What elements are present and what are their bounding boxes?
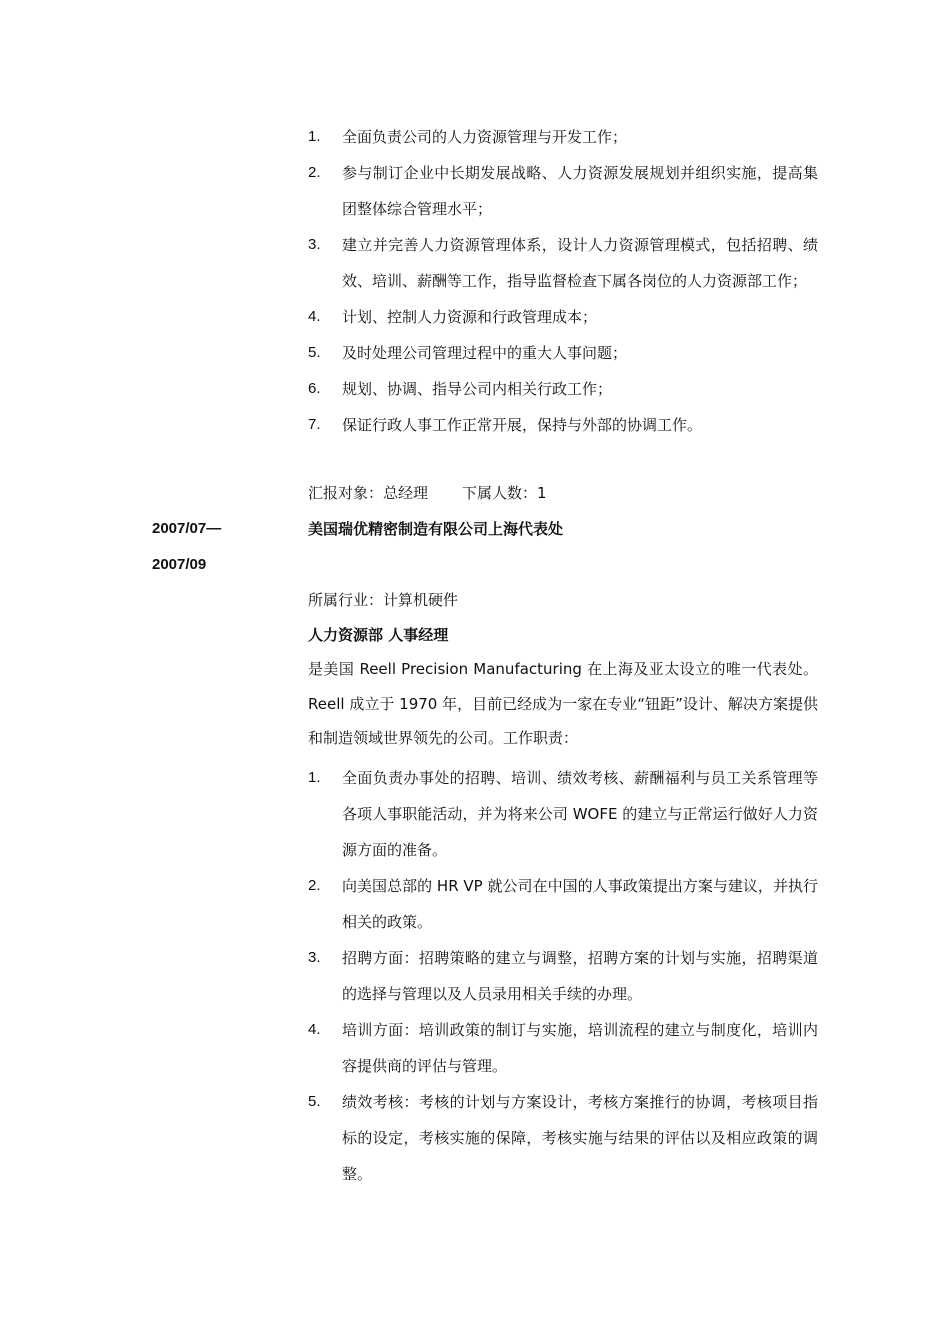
list-text: 培训方面：培训政策的制订与实施，培训流程的建立与制度化，培训内容提供商的评估与管理。 xyxy=(342,1021,818,1075)
list-text: 参与制订企业中长期发展战略、人力资源发展规划并组织实施，提高集团整体综合管理水平； xyxy=(342,164,818,218)
list-item xyxy=(308,760,818,868)
list-text: 保证行政人事工作正常开展，保持与外部的协调工作。 xyxy=(342,416,703,434)
list-number: 5. xyxy=(308,1093,321,1110)
list-item xyxy=(308,371,818,407)
job2-industry: 所属行业：计算机硬件 xyxy=(308,591,459,609)
report-line xyxy=(308,476,818,510)
list-item xyxy=(308,868,818,940)
job2-duty-list xyxy=(308,760,818,1192)
list-text: 招聘方面：招聘策略的建立与调整，招聘方案的计划与实施，招聘渠道的选择与管理以及人员录用相关手续的办理。 xyxy=(342,949,818,1003)
list-number: 2. xyxy=(308,164,321,181)
job2-intro: 是美国 Reell Precision Manufacturing 在上海及亚太设立的唯一代表处。Reell 成立于 1970 年，目前已经成为一家在专业“钮距”设计、解决方案提供和制造领域世界领先的公司。工作职责： xyxy=(308,660,818,747)
job2-date-end: 2007/09 xyxy=(152,556,207,573)
job2-position: 人力资源部 人事经理 xyxy=(308,626,449,644)
subordinates-count: 下属人数：1 xyxy=(462,484,547,502)
list-text: 绩效考核：考核的计划与方案设计，考核方案推行的协调，考核项目指标的设定，考核实施的保障，考核实施与结果的评估以及相应政策的调整。 xyxy=(342,1093,818,1183)
list-item xyxy=(308,155,818,227)
list-item xyxy=(308,1012,818,1084)
list-number: 1. xyxy=(308,769,321,786)
list-text: 全面负责公司的人力资源管理与开发工作； xyxy=(342,128,628,146)
list-number: 6. xyxy=(308,380,321,397)
list-text: 全面负责办事处的招聘、培训、绩效考核、薪酬福利与员工关系管理等各项人事职能活动，并为将来公司 WOFE 的建立与正常运行做好人力资源方面的准备。 xyxy=(342,769,818,859)
list-number: 2. xyxy=(308,877,321,894)
list-item xyxy=(308,119,818,155)
list-text: 及时处理公司管理过程中的重大人事问题； xyxy=(342,344,628,362)
list-item xyxy=(308,335,818,371)
list-text: 计划、控制人力资源和行政管理成本； xyxy=(342,308,598,326)
list-number: 1. xyxy=(308,128,321,145)
list-text: 规划、协调、指导公司内相关行政工作； xyxy=(342,380,613,398)
list-item xyxy=(308,299,818,335)
job2-company: 美国瑞优精密制造有限公司上海代表处 xyxy=(308,520,564,538)
list-item xyxy=(308,1084,818,1192)
job1-duty-list xyxy=(308,119,818,443)
list-item xyxy=(308,407,818,443)
list-text: 建立并完善人力资源管理体系，设计人力资源管理模式，包括招聘、绩效、培训、薪酬等工作，指导监督检查下属各岗位的人力资源部工作； xyxy=(342,236,818,290)
list-item xyxy=(308,227,818,299)
list-number: 3. xyxy=(308,236,321,253)
list-number: 3. xyxy=(308,949,321,966)
list-text: 向美国总部的 HR VP 就公司在中国的人事政策提出方案与建议，并执行相关的政策。 xyxy=(342,877,818,931)
list-number: 4. xyxy=(308,308,321,325)
list-number: 7. xyxy=(308,416,321,433)
list-number: 4. xyxy=(308,1021,321,1038)
list-number: 5. xyxy=(308,344,321,361)
list-item xyxy=(308,940,818,1012)
job2-date-start: 2007/07— xyxy=(152,520,222,537)
report-to: 汇报对象：总经理 xyxy=(308,484,429,502)
